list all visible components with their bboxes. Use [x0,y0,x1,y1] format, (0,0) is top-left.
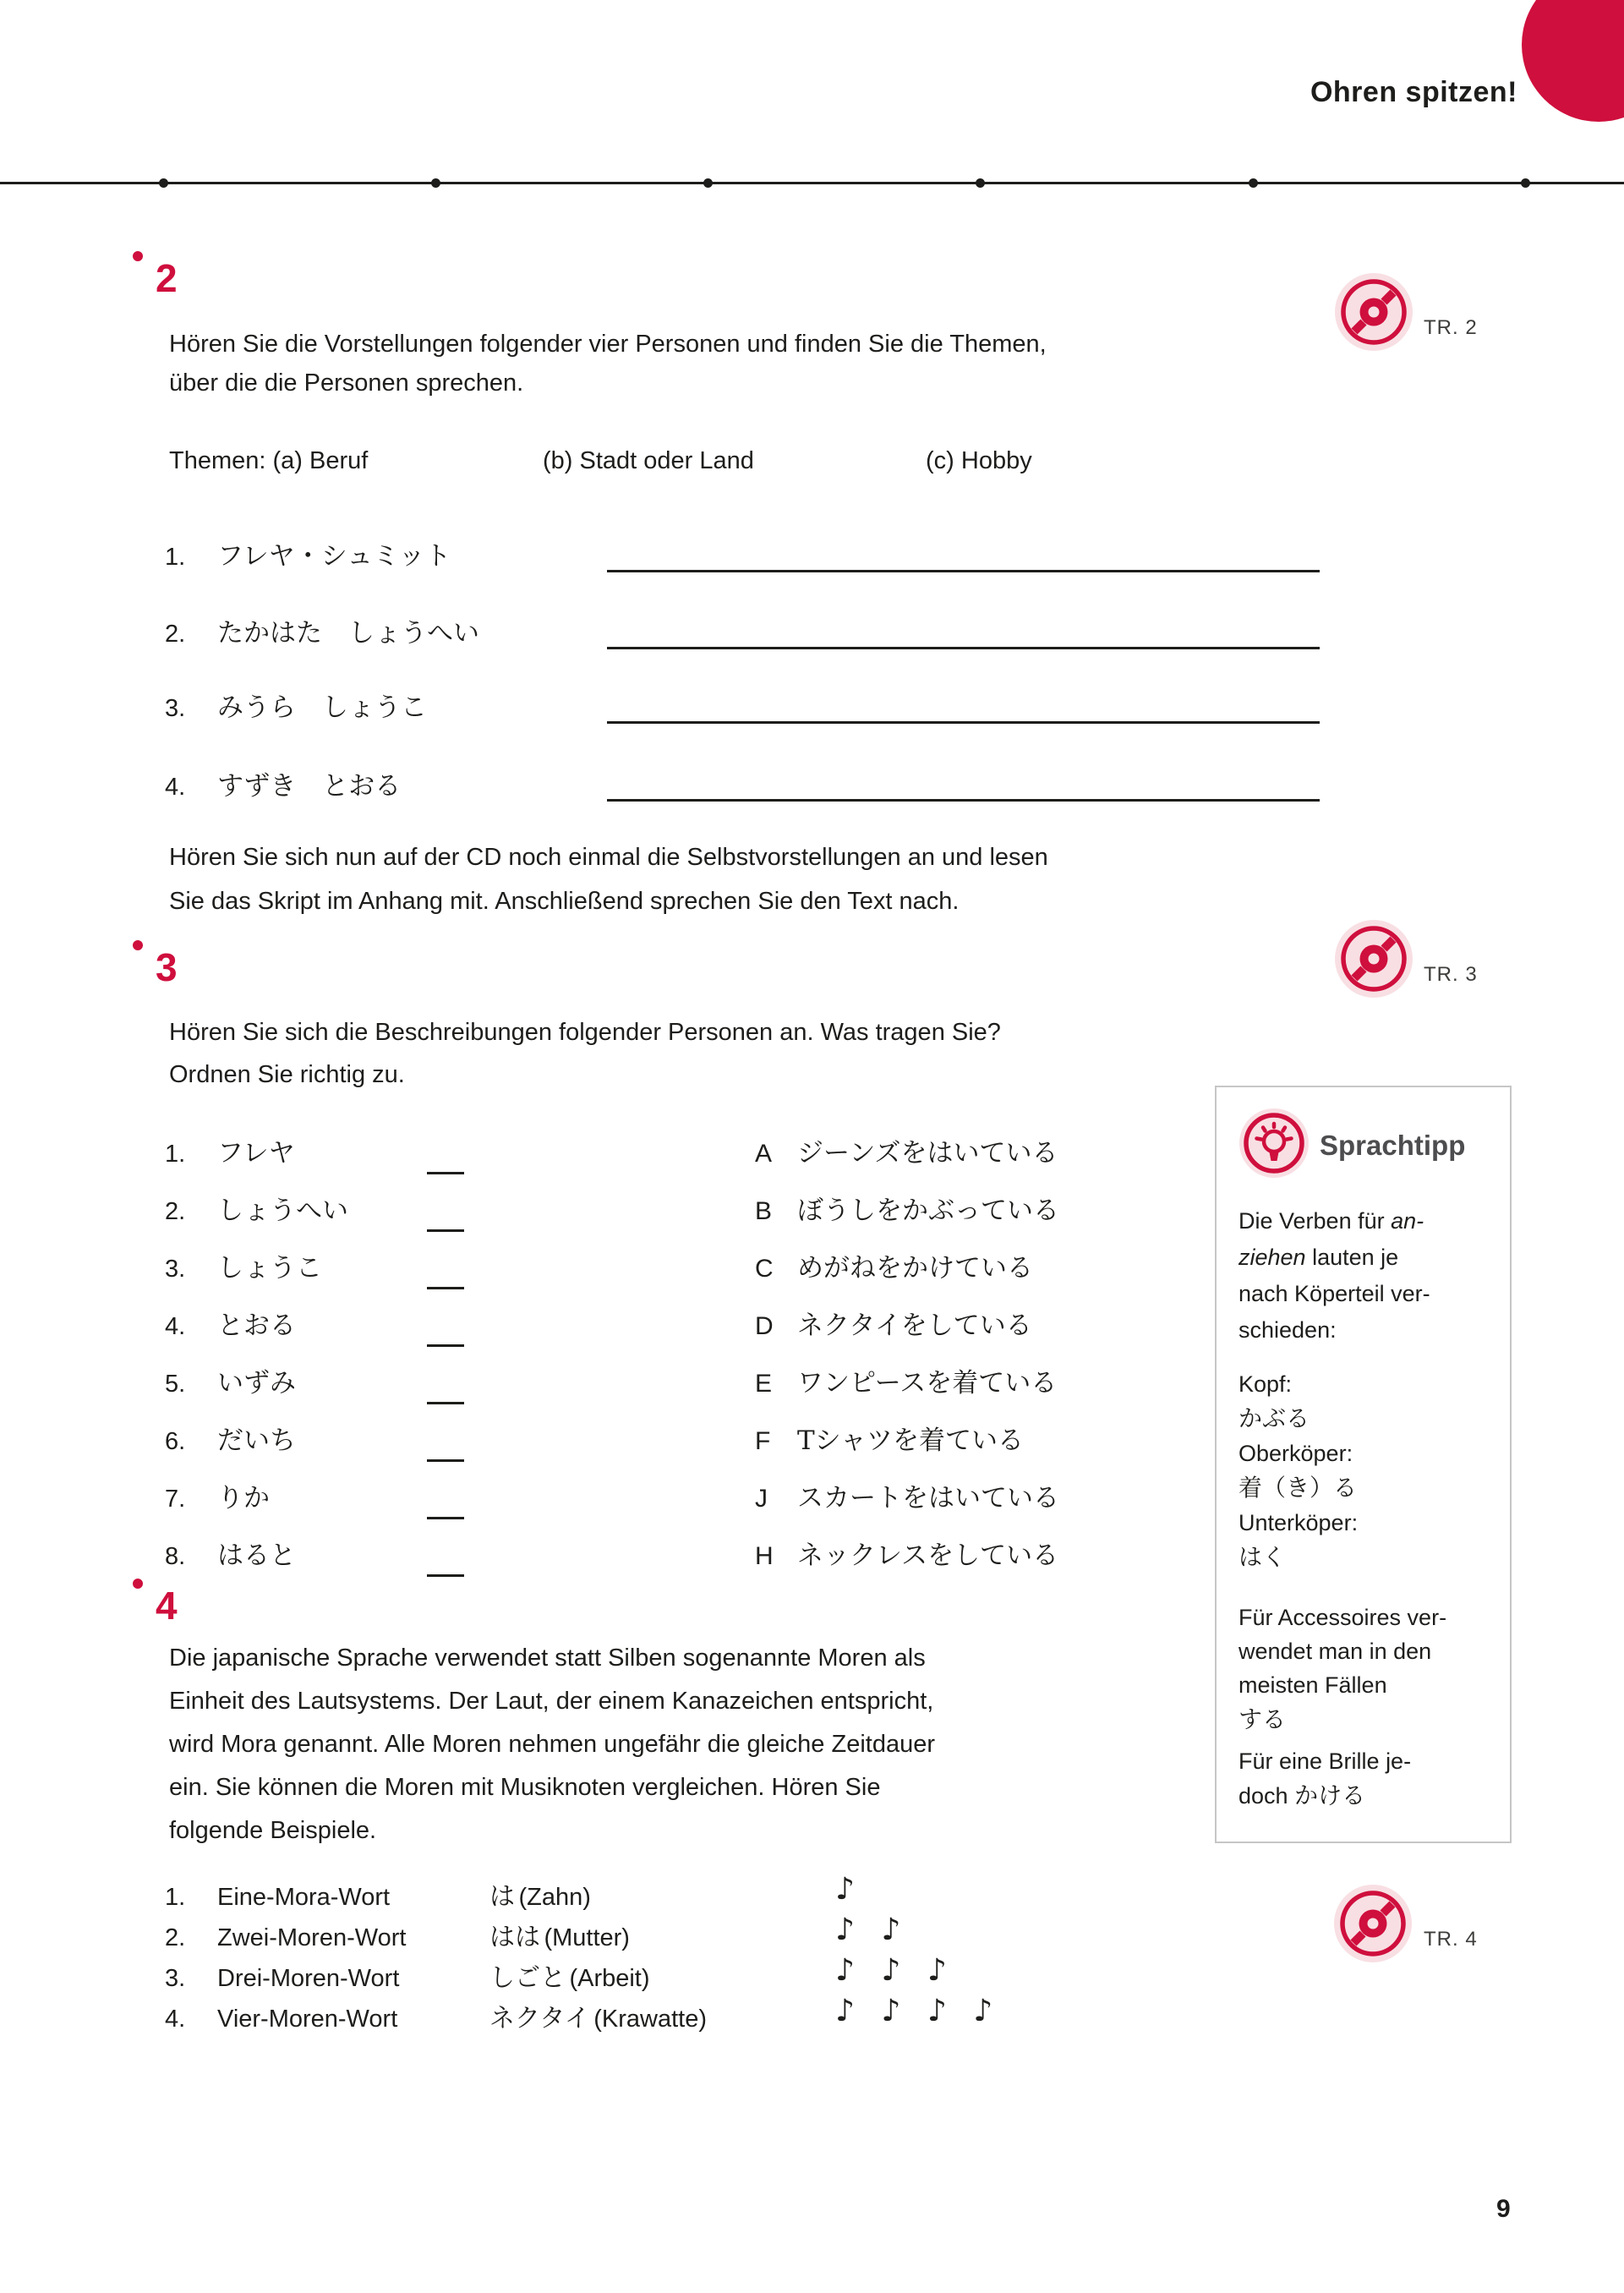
match-option-row [755,1424,1024,1458]
item-number: 6. [165,1428,186,1455]
match-name-row [165,1194,348,1228]
sprachtipp-verbs [1239,1367,1495,1575]
answer-blank [427,1172,464,1174]
mora-label: Eine-Mora-Wort [217,1884,391,1911]
mora-label: Zwei-Moren-Wort [217,1924,407,1951]
rule-dot [1249,178,1258,188]
answer-blank-line [607,647,1320,649]
tip-text: lauten je [1305,1245,1399,1270]
instruction-line: Hören Sie sich die Beschreibungen folgender Personen an. Was tragen Sie? [169,1019,1001,1046]
sprachtipp-intro [1239,1203,1495,1349]
exercise-3-marker-ring [133,940,143,950]
person-name: いずみ [217,1368,296,1398]
match-name-row [165,1136,295,1170]
rule-dot [976,178,985,188]
item-number: 4. [165,2006,186,2033]
rule-dot [703,178,713,188]
instruction-line: Ordnen Sie richtig zu. [169,1061,405,1088]
person-name: しょうへい [217,1196,348,1226]
person-name: りか [217,1483,270,1513]
tip-text: Für eine Brille je- [1239,1748,1412,1774]
exercise-2-followup [169,835,1293,923]
unterkoerper-label: Unterköper: [1239,1510,1359,1535]
item-number: 7. [165,1486,186,1513]
tip-text: wendet man in den [1239,1639,1432,1664]
match-option-row [755,1136,1058,1170]
rule-dot [431,178,440,188]
sprachtipp-brille [1239,1744,1495,1814]
mora-row [165,1997,707,2034]
option-text: Tシャツを着ている [797,1426,1025,1456]
list-item [165,691,427,725]
mora-gloss: (Arbeit) [569,1965,650,1992]
mora-label: Vier-Moren-Wort [217,2006,398,2033]
match-option-row [755,1366,1057,1400]
musical-note-icons: ♪ ♪ [835,1913,910,1947]
unterkoerper-verb: はく [1239,1543,1287,1571]
paragraph-line: folgende Beispiele. [169,1817,377,1844]
page-title: Ohren spitzen! [1310,76,1517,108]
mora-word-jp: しごと [489,1963,566,1993]
option-text: スカートをはいている [797,1483,1059,1513]
rule-dot [159,178,168,188]
option-text: ぼうしをかぶっている [797,1196,1059,1226]
option-letter: B [755,1197,773,1225]
oberkoerper-verb: 着（き）る [1239,1474,1358,1502]
match-option-row [755,1251,1033,1285]
kopf-verb: かぶる [1239,1404,1310,1432]
sprachtipp-box [1215,1086,1512,1843]
match-name-row [165,1539,296,1573]
option-letter: C [755,1255,774,1283]
option-letter: J [755,1485,768,1513]
page-number: 9 [1496,2195,1511,2223]
option-text: ワンピースを着ている [797,1368,1058,1398]
track-3-label: TR. 3 [1424,963,1478,986]
tip-text: schieden: [1239,1317,1337,1343]
item-number: 1. [165,1884,186,1911]
exercise-4-marker-ring [133,1579,143,1589]
answer-blank [427,1287,464,1289]
exercise-4-paragraph [169,1637,1226,1852]
tip-text: doch [1239,1783,1295,1809]
track-2-label: TR. 2 [1424,316,1478,339]
mora-gloss: (Zahn) [518,1884,591,1911]
instruction-line: Hören Sie die Vorstellungen folgender vier Personen und finden Sie die Themen, [169,331,1047,358]
exercise-3-instruction [169,1011,1226,1096]
mora-row [165,1916,630,1953]
match-name-row [165,1309,296,1343]
followup-line: Sie das Skript im Anhang mit. Anschließend sprechen Sie den Text nach. [169,888,960,915]
option-text: ジーンズをはいている [797,1138,1058,1168]
sprachtipp-title: Sprachtipp [1320,1129,1466,1161]
tip-text: Für Accessoires ver- [1239,1605,1447,1630]
exercise-2-instruction [169,325,1285,402]
instruction-line: über die die Personen sprechen. [169,369,524,397]
sprachtipp-accessoires [1239,1601,1495,1738]
header-rule [0,182,1624,184]
mora-word-jp: は [489,1882,515,1912]
item-number: 2. [165,1198,186,1225]
option-text: めがねをかけている [797,1253,1033,1283]
option-letter: A [755,1140,773,1168]
paragraph-line: Einheit des Lautsystems. Der Laut, der einem Kanazeichen entspricht, [169,1688,934,1715]
musical-note-icons: ♪ [835,1872,863,1907]
item-number: 3. [165,1256,186,1283]
theme-option-a: Themen: (a) Beruf [169,447,369,474]
theme-option-b: (b) Stadt oder Land [543,447,754,474]
corner-decoration-circle [1522,0,1624,122]
tip-text: nach Köperteil ver- [1239,1281,1430,1306]
person-name: とおる [217,1311,296,1341]
match-name-row [165,1366,296,1400]
match-option-row [755,1539,1058,1573]
option-letter: D [755,1312,774,1340]
person-name: だいち [217,1426,296,1456]
tip-text: Die Verben für [1239,1208,1392,1234]
answer-blank-line [607,799,1320,802]
tip-text-italic: an- [1391,1208,1424,1234]
option-letter: F [755,1427,771,1455]
item-number: 2. [165,1924,186,1951]
item-number: 4. [165,1313,186,1340]
item-number: 1. [165,544,186,571]
match-option-row [755,1194,1059,1228]
answer-blank-line [607,570,1320,572]
person-name: たかはた しょうへい [217,618,479,648]
match-option-row [755,1309,1032,1343]
accessoires-verb: する [1239,1705,1287,1733]
item-number: 5. [165,1371,186,1398]
rule-dot [1521,178,1530,188]
item-number: 2. [165,621,186,648]
answer-blank [427,1229,464,1232]
cd-track-icon [1334,272,1413,356]
answer-blank [427,1574,464,1577]
musical-note-icons: ♪ ♪ ♪ ♪ [835,1994,1002,2028]
list-item [165,616,479,650]
answer-blank [427,1459,464,1462]
mora-row [165,1875,591,1913]
person-name: しょうこ [217,1253,322,1283]
paragraph-line: Die japanische Sprache verwendet statt Silben sogenannte Moren als [169,1645,926,1672]
track-4-label: TR. 4 [1424,1928,1478,1951]
followup-line: Hören Sie sich nun auf der CD noch einmal die Selbstvorstellungen an und lesen [169,844,1048,871]
mora-gloss: (Mutter) [544,1924,630,1951]
tip-text-italic: ziehen [1239,1245,1306,1270]
option-letter: H [755,1542,774,1570]
mora-label: Drei-Moren-Wort [217,1965,400,1992]
musical-note-icons: ♪ ♪ ♪ [835,1953,955,1988]
exercise-3-number: 3 [156,945,178,989]
match-name-row [165,1481,270,1515]
mora-word-jp: ネクタイ [489,2004,590,2033]
item-number: 8. [165,1543,186,1570]
list-item [165,539,451,573]
match-name-row [165,1424,296,1458]
answer-blank [427,1517,464,1519]
exercise-2-marker-ring [133,251,143,261]
brille-verb: かける [1294,1781,1366,1809]
option-text: ネクタイをしている [797,1311,1032,1341]
item-number: 4. [165,774,186,801]
answer-blank [427,1344,464,1347]
tip-text: meisten Fällen [1239,1672,1387,1698]
paragraph-line: wird Mora genannt. Alle Moren nehmen ungefähr die gleiche Zeitdauer [169,1731,935,1758]
kopf-label: Kopf: [1239,1371,1293,1397]
list-item [165,769,401,803]
oberkoerper-label: Oberköper: [1239,1441,1353,1466]
option-letter: E [755,1370,773,1398]
answer-blank [427,1402,464,1404]
item-number: 1. [165,1141,186,1168]
match-option-row [755,1481,1059,1515]
mora-gloss: (Krawatte) [593,2006,708,2033]
option-text: ネックレスをしている [797,1541,1059,1571]
item-number: 3. [165,1965,186,1992]
person-name: すずき とおる [217,771,402,802]
answer-blank-line [607,721,1320,724]
cd-track-icon [1333,1884,1413,1967]
cd-track-icon [1334,919,1413,1003]
exercise-4-number: 4 [156,1584,178,1628]
item-number: 3. [165,695,186,722]
mora-word-jp: はは [489,1923,540,1952]
paragraph-line: ein. Sie können die Moren mit Musiknoten vergleichen. Hören Sie [169,1774,881,1801]
match-name-row [165,1251,322,1285]
exercise-2-number: 2 [156,256,178,300]
sprachtipp-header [1239,1108,1495,1183]
lightbulb-icon [1239,1108,1310,1183]
person-name: フレヤ [217,1138,295,1168]
theme-option-c: (c) Hobby [926,447,1032,474]
person-name: はると [217,1541,296,1571]
mora-row [165,1956,650,1994]
person-name: みうら しょうこ [217,692,427,723]
person-name: フレヤ・シュミット [217,541,451,572]
